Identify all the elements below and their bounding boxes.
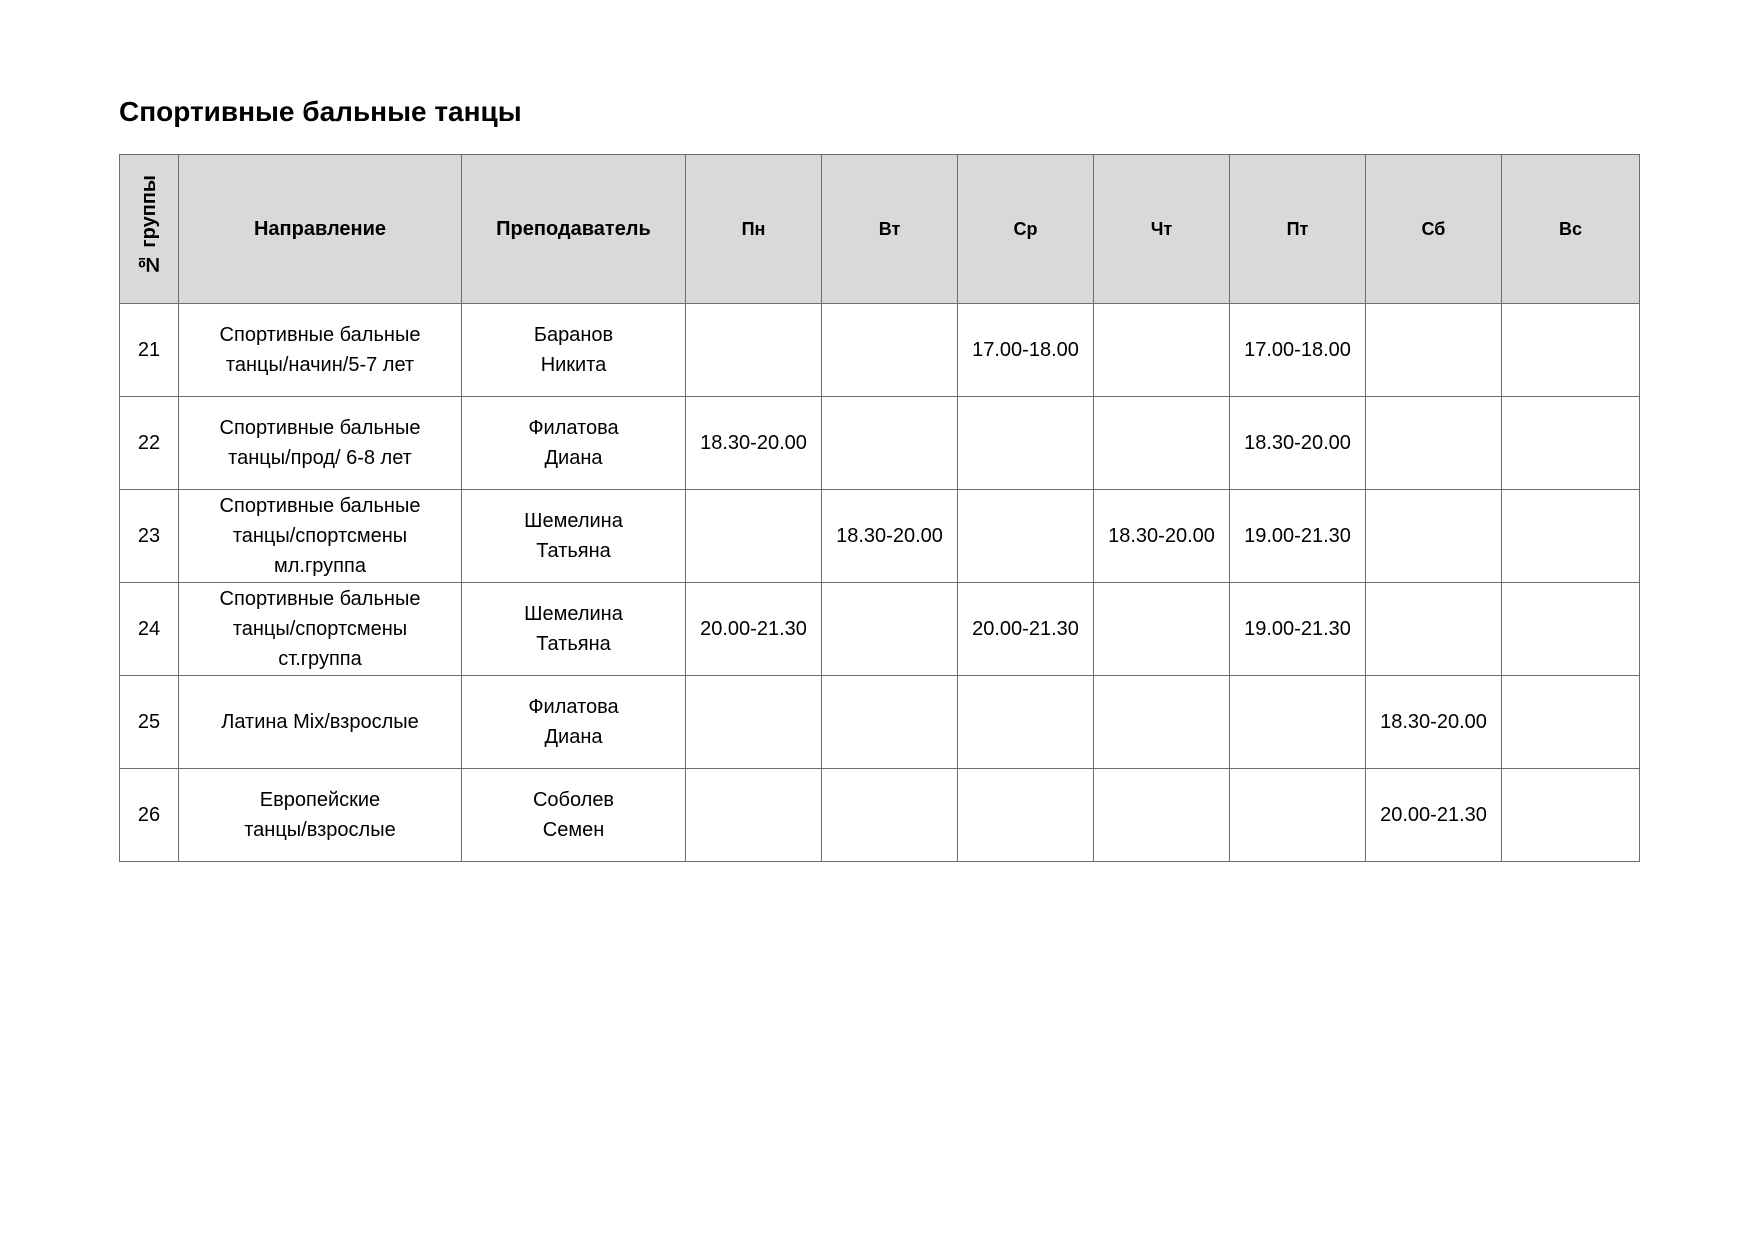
time-cell-thu	[1094, 583, 1230, 676]
time-cell-mon: 20.00-21.30	[686, 583, 822, 676]
time-cell-fri: 17.00-18.00	[1230, 304, 1366, 397]
header-day-mon: Пн	[686, 155, 822, 304]
time-cell-wed: 20.00-21.30	[958, 583, 1094, 676]
table-row	[120, 490, 1640, 583]
teacher-cell: Соболев Семен	[462, 769, 686, 862]
time-cell-tue	[822, 583, 958, 676]
time-cell-tue	[822, 397, 958, 490]
group-number-cell: 26	[120, 769, 179, 862]
time-cell-sun	[1502, 583, 1640, 676]
direction-cell: Спортивные бальные танцы/спортсмены мл.группа	[179, 490, 462, 583]
direction-cell: Спортивные бальные танцы/спортсмены ст.группа	[179, 583, 462, 676]
time-cell-thu	[1094, 304, 1230, 397]
header-day-thu: Чт	[1094, 155, 1230, 304]
header-direction: Направление	[179, 155, 462, 304]
time-cell-sun	[1502, 397, 1640, 490]
teacher-cell: Шемелина Татьяна	[462, 583, 686, 676]
time-cell-wed	[958, 397, 1094, 490]
time-cell-sat	[1366, 304, 1502, 397]
time-cell-thu	[1094, 769, 1230, 862]
table-row	[120, 397, 1640, 490]
teacher-cell: Филатова Диана	[462, 397, 686, 490]
time-cell-sat	[1366, 397, 1502, 490]
time-cell-wed	[958, 490, 1094, 583]
time-cell-sat: 20.00-21.30	[1366, 769, 1502, 862]
teacher-cell: Филатова Диана	[462, 676, 686, 769]
group-number-cell: 22	[120, 397, 179, 490]
time-cell-thu	[1094, 676, 1230, 769]
time-cell-tue	[822, 676, 958, 769]
schedule-table	[119, 154, 1640, 862]
time-cell-fri	[1230, 769, 1366, 862]
time-cell-mon: 18.30-20.00	[686, 397, 822, 490]
table-row	[120, 676, 1640, 769]
schedule-body	[120, 304, 1640, 862]
header-day-tue: Вт	[822, 155, 958, 304]
table-row	[120, 583, 1640, 676]
direction-cell: Европейские танцы/взрослые	[179, 769, 462, 862]
time-cell-tue: 18.30-20.00	[822, 490, 958, 583]
time-cell-tue	[822, 304, 958, 397]
group-number-cell: 21	[120, 304, 179, 397]
header-day-sun: Вс	[1502, 155, 1640, 304]
header-day-wed: Ср	[958, 155, 1094, 304]
time-cell-sat	[1366, 490, 1502, 583]
group-number-cell: 25	[120, 676, 179, 769]
time-cell-sun	[1502, 769, 1640, 862]
header-group-number: № группы	[120, 155, 179, 304]
time-cell-wed: 17.00-18.00	[958, 304, 1094, 397]
time-cell-wed	[958, 769, 1094, 862]
time-cell-tue	[822, 769, 958, 862]
header-teacher: Преподаватель	[462, 155, 686, 304]
time-cell-mon	[686, 490, 822, 583]
time-cell-thu	[1094, 397, 1230, 490]
table-row	[120, 304, 1640, 397]
time-cell-fri: 18.30-20.00	[1230, 397, 1366, 490]
time-cell-mon	[686, 304, 822, 397]
header-day-sat: Сб	[1366, 155, 1502, 304]
group-number-cell: 23	[120, 490, 179, 583]
time-cell-sun	[1502, 490, 1640, 583]
time-cell-mon	[686, 676, 822, 769]
direction-cell: Латина Mix/взрослые	[179, 676, 462, 769]
direction-cell: Спортивные бальные танцы/начин/5-7 лет	[179, 304, 462, 397]
time-cell-wed	[958, 676, 1094, 769]
time-cell-mon	[686, 769, 822, 862]
table-row	[120, 769, 1640, 862]
time-cell-sat	[1366, 583, 1502, 676]
header-row	[120, 155, 1640, 304]
group-number-cell: 24	[120, 583, 179, 676]
time-cell-thu: 18.30-20.00	[1094, 490, 1230, 583]
page-title: Спортивные бальные танцы	[119, 96, 522, 127]
time-cell-sun	[1502, 676, 1640, 769]
teacher-cell: Шемелина Татьяна	[462, 490, 686, 583]
header-day-fri: Пт	[1230, 155, 1366, 304]
time-cell-sat: 18.30-20.00	[1366, 676, 1502, 769]
time-cell-fri: 19.00-21.30	[1230, 583, 1366, 676]
time-cell-fri	[1230, 676, 1366, 769]
direction-cell: Спортивные бальные танцы/прод/ 6-8 лет	[179, 397, 462, 490]
time-cell-sun	[1502, 304, 1640, 397]
time-cell-fri: 19.00-21.30	[1230, 490, 1366, 583]
teacher-cell: Баранов Никита	[462, 304, 686, 397]
